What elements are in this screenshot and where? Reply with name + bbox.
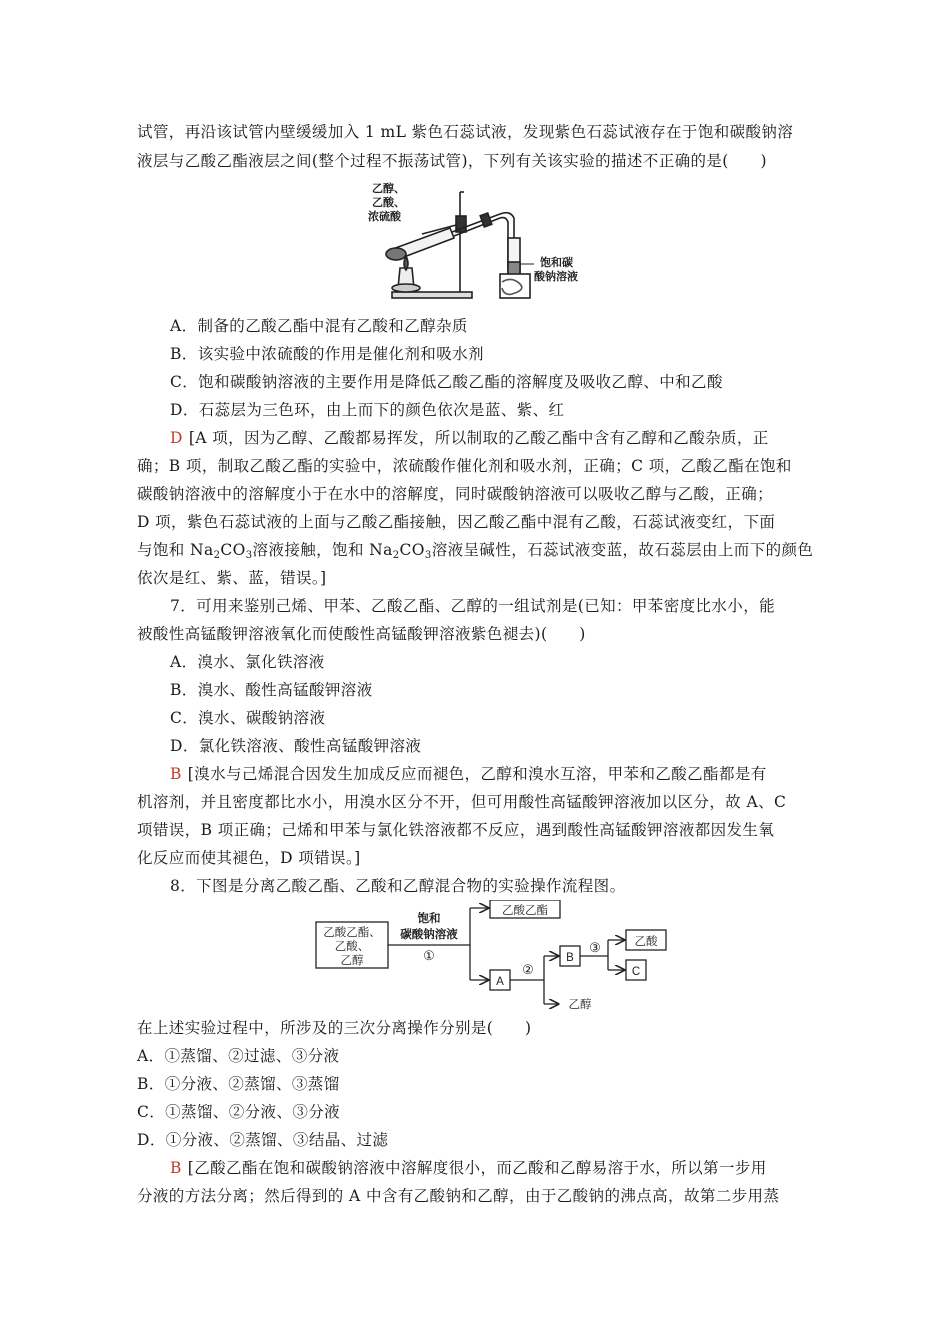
q8-question: 在上述实验过程中，所涉及的三次分离操作分别是( ) bbox=[137, 1019, 532, 1037]
flow-reagent-line-2: 碳酸钠溶液 bbox=[400, 929, 458, 941]
q6-explanation-line-2: 确；B 项，制取乙酸乙酯的实验中，浓硫酸作催化剂和吸水剂，正确；C 项，乙酸乙酯在饱和 bbox=[137, 457, 792, 475]
q6-exp5-part-b: CO bbox=[220, 541, 246, 559]
flow-reagent-line-1: 饱和 bbox=[417, 913, 441, 925]
q6-explanation-line-4: D 项，紫色石蕊试液的上面与乙酸乙酯接触，因乙酸乙酯中混有乙酸，石蕊试液变红，下面 bbox=[137, 513, 776, 531]
q6-sub-3b: 3 bbox=[424, 550, 432, 561]
q6-exp5-part-a: 与饱和 Na bbox=[137, 541, 214, 559]
q6-option-c: C．饱和碳酸钠溶液的主要作用是降低乙酸乙酯的溶解度及吸收乙醇、中和乙酸 bbox=[170, 373, 723, 391]
flow-mixture-line-1: 乙酸乙酯、 bbox=[323, 927, 381, 939]
q8-option-a: A．①蒸馏、②过滤、③分液 bbox=[137, 1047, 340, 1065]
q6-exp5-part-c: 溶液接触，饱和 Na bbox=[252, 541, 393, 559]
q7-explanation-line-1 bbox=[170, 764, 810, 784]
q8-option-b: B．①分液、②蒸馏、③蒸馏 bbox=[137, 1075, 340, 1093]
figure-label-reagents-3: 浓硫酸 bbox=[368, 211, 401, 223]
q6-exp5-part-d: CO bbox=[399, 541, 425, 559]
figure-label-reagents-1: 乙醇、 bbox=[372, 183, 405, 195]
q6-sub-2a: 2 bbox=[213, 550, 221, 561]
q8-explanation-line-1 bbox=[170, 1158, 810, 1178]
q6-option-a: A．制备的乙酸乙酯中混有乙酸和乙醇杂质 bbox=[170, 317, 468, 335]
flow-label-b: B bbox=[566, 952, 574, 964]
flow-step-2: ② bbox=[522, 962, 534, 977]
q6-sub-2b: 2 bbox=[392, 550, 400, 561]
q7-option-b: B．溴水、酸性高锰酸钾溶液 bbox=[170, 681, 373, 699]
q7-option-c: C．溴水、碳酸钠溶液 bbox=[170, 709, 326, 727]
flow-step-1: ① bbox=[423, 948, 435, 963]
q6-stem-line-1: 试管，再沿该试管内壁缓缓加入 1 mL 紫色石蕊试液，发现紫色石蕊试液存在于饱和碳酸钠溶 bbox=[137, 123, 794, 141]
q8-option-d: D．①分液、②蒸馏、③结晶、过滤 bbox=[137, 1131, 389, 1149]
q6-explanation-line-5 bbox=[137, 540, 817, 566]
q8-answer-letter: B bbox=[170, 1159, 182, 1177]
q8-explanation-text-1: [乙酸乙酯在饱和碳酸钠溶液中溶解度很小，而乙酸和乙醇易溶于水，所以第一步用 bbox=[187, 1159, 767, 1177]
q7-option-a: A．溴水、氯化铁溶液 bbox=[170, 653, 325, 671]
q6-explanation-line-3: 碳酸钠溶液中的溶解度小于在水中的溶解度，同时碳酸钠溶液可以吸收乙醇与乙酸，正确； bbox=[137, 485, 774, 503]
q7-explanation-line-4: 化反应而使其褪色，D 项错误。] bbox=[137, 849, 361, 867]
flow-mixture-line-2: 乙酸、 bbox=[334, 941, 370, 953]
separation-flowchart bbox=[312, 900, 682, 1010]
q7-stem-line-2: 被酸性高锰酸钾溶液氧化而使酸性高锰酸钾溶液紫色褪去)( ) bbox=[137, 625, 586, 643]
q7-explanation-line-3: 项错误，B 项正确；己烯和甲苯与氯化铁溶液都不反应，遇到酸性高锰酸钾溶液都因发生氧 bbox=[137, 821, 775, 839]
q6-option-b: B．该实验中浓硫酸的作用是催化剂和吸水剂 bbox=[170, 345, 484, 363]
q7-explanation-line-2: 机溶剂，并且密度都比水小，用溴水区分不开，但可用酸性高锰酸钾溶液加以区分，故 A、C bbox=[137, 793, 787, 811]
q6-sub-3a: 3 bbox=[245, 550, 253, 561]
figure-label-solution-2: 酸钠溶液 bbox=[534, 271, 578, 283]
flow-product-alcohol: 乙醇 bbox=[568, 999, 592, 1010]
q6-stem-line-2: 液层与乙酸乙酯液层之间(整个过程不振荡试管)，下列有关该实验的描述不正确的是( ) bbox=[137, 152, 767, 170]
q6-explanation-text-1: [A 项，因为乙醇、乙酸都易挥发，所以制取的乙酸乙酯中含有乙醇和乙酸杂质，正 bbox=[188, 429, 769, 447]
flow-product-acid: 乙酸 bbox=[634, 936, 658, 948]
flow-label-c: C bbox=[631, 966, 641, 978]
q7-answer-letter: B bbox=[170, 765, 182, 783]
q7-explanation-text-1: [溴水与己烯混合因发生加成反应而褪色，乙醇和溴水互溶，甲苯和乙酸乙酯都是有 bbox=[187, 765, 767, 783]
q7-option-d: D．氯化铁溶液、酸性高锰酸钾溶液 bbox=[170, 737, 422, 755]
q8-stem: 8．下图是分离乙酸乙酯、乙酸和乙醇混合物的实验操作流程图。 bbox=[170, 877, 626, 895]
q6-explanation-line-1 bbox=[170, 428, 810, 448]
q6-option-d: D．石蕊层为三色环，由上而下的颜色依次是蓝、紫、红 bbox=[170, 401, 565, 419]
q8-option-c: C．①蒸馏、②分液、③分液 bbox=[137, 1103, 341, 1121]
q6-exp5-part-e: 溶液呈碱性，石蕊试液变蓝，故石蕊层由上而下的颜色 bbox=[431, 541, 814, 559]
q6-answer-letter: D bbox=[170, 429, 183, 447]
flow-mixture-line-3: 乙醇 bbox=[340, 955, 364, 967]
q6-explanation-line-6: 依次是红、紫、蓝，错误。] bbox=[137, 569, 327, 587]
q7-stem-line-1: 7．可用来鉴别己烯、甲苯、乙酸乙酯、乙醇的一组试剂是(已知：甲苯密度比水小，能 bbox=[170, 597, 776, 615]
flow-step-3: ③ bbox=[589, 940, 601, 955]
flow-label-a: A bbox=[496, 976, 504, 988]
figure-label-reagents-2: 乙酸、 bbox=[372, 197, 405, 209]
figure-label-solution-1: 饱和碳 bbox=[540, 257, 573, 269]
apparatus-drawing bbox=[386, 192, 534, 298]
esterification-apparatus-figure bbox=[362, 178, 602, 304]
q8-explanation-line-2: 分液的方法分离；然后得到的 A 中含有乙酸钠和乙醇，由于乙酸钠的沸点高，故第二步用蒸 bbox=[137, 1187, 780, 1205]
flow-product-ester: 乙酸乙酯 bbox=[502, 905, 548, 917]
